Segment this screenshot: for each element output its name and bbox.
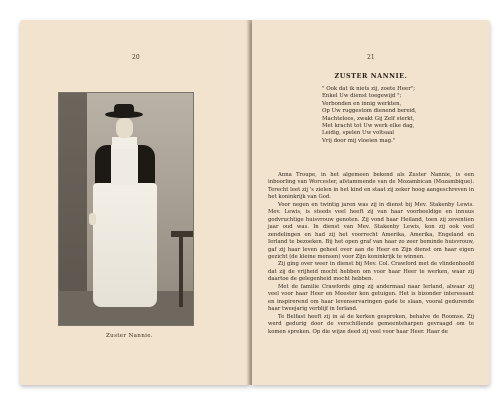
photo-caption: Zuster Nannie. [106, 333, 153, 339]
photograph-zuster-nannie [58, 92, 194, 326]
paragraph: Zij ging over weer in dienst bij Mev. Col. Crawford met de vlindenhoofd dat zij de vrijheid mocht hebben om voor haar Heer te werken, waar zij daartoe de gelegenheid mocht hebben. [268, 261, 474, 283]
left-page [20, 20, 250, 385]
chapter-title: ZUSTER NANNIE. [334, 72, 408, 80]
figure-hat-brim [105, 111, 143, 118]
right-page [252, 20, 490, 385]
poem-line: Leidig, spelen Uw voltsaal [322, 130, 395, 137]
page-number-right: 21 [367, 54, 375, 61]
poem-block [322, 86, 462, 145]
poem-line: Met kracht tot Uw werk elke dag, [322, 123, 415, 130]
poem-line: " Ook dat ik niets zij, zoete Heer"; [322, 86, 416, 92]
page-number-left: 20 [132, 54, 140, 61]
body-text [268, 172, 474, 336]
poem-line: Vrij door mij vloeien mag." [322, 137, 396, 144]
figure-hand [89, 213, 96, 225]
paragraph: Voor negen en twintig jaren was zij in dienst bij Mev. Stakenby Lewis. Mev. Lewis, is steeds veel heeft zij van haar voorbeeldige en innuus godvruchtige huisvrouw genoten. Zij vond haar Heiland, toen zij zeventien jaar oud was. In dienst van Mev. Stakenby Lewis, kon zij ook veel zendelingen en had zij het voorrecht Amerika, Amerika, Engeland en Ierland te bezoeken. Bij het open graf van haar zo zeer beminde huisvrouw, gaf zij haar leven geheel over aan de Heer en Zijn dienst om haar eigen gezicht (de kleine mensen) voor Zijn koninkrijk te winnen. [268, 201, 474, 260]
poem-line: Op Uw ruggestom dienend bereid, [322, 108, 417, 115]
figure-apron [93, 183, 157, 307]
figure-face [116, 118, 133, 138]
poem-line: Verbonden en innig werkten, [322, 100, 402, 107]
paragraph: Met de familie Crawfords ging zij andermaal naar Ierland, alwaar zij veel voor haar Heer en Meester kon getuigen. Het is bizonder interessant en inspirerend om haar levenservaringen gade te slaan, vooral gedurende haar tweejarig verblijf in Ierland. [268, 283, 474, 313]
figure-apron-bib [111, 145, 138, 185]
paragraph: Anna Troupe, in het algemeen bekend als Zuster Nannie, is een inboorling van Worcester, afstammende van de Mozambican (Mozambique). Terecht leet zij 's zielen in het kind en staat zij zeker hoog aangeschreven in het koninkrijk van God. [268, 172, 474, 201]
open-book [20, 20, 490, 388]
paragraph: Te Belfast heeft zij in al de kerken gesproken, behalve de Roomse. Zij werd gedurig door de verschillende gemeenteharpen gevraagd om te komen spreken. Op die wijze deed zij veel voor haar Heer. Haar de [268, 313, 474, 335]
portrait-figure [81, 101, 181, 321]
figure-collar [112, 137, 137, 149]
poem-line: Machteloos, zwakt Gij Zelf sterkt, [322, 115, 415, 122]
poem-line: Enkel Uw dienst toegewijd "; [322, 93, 402, 100]
